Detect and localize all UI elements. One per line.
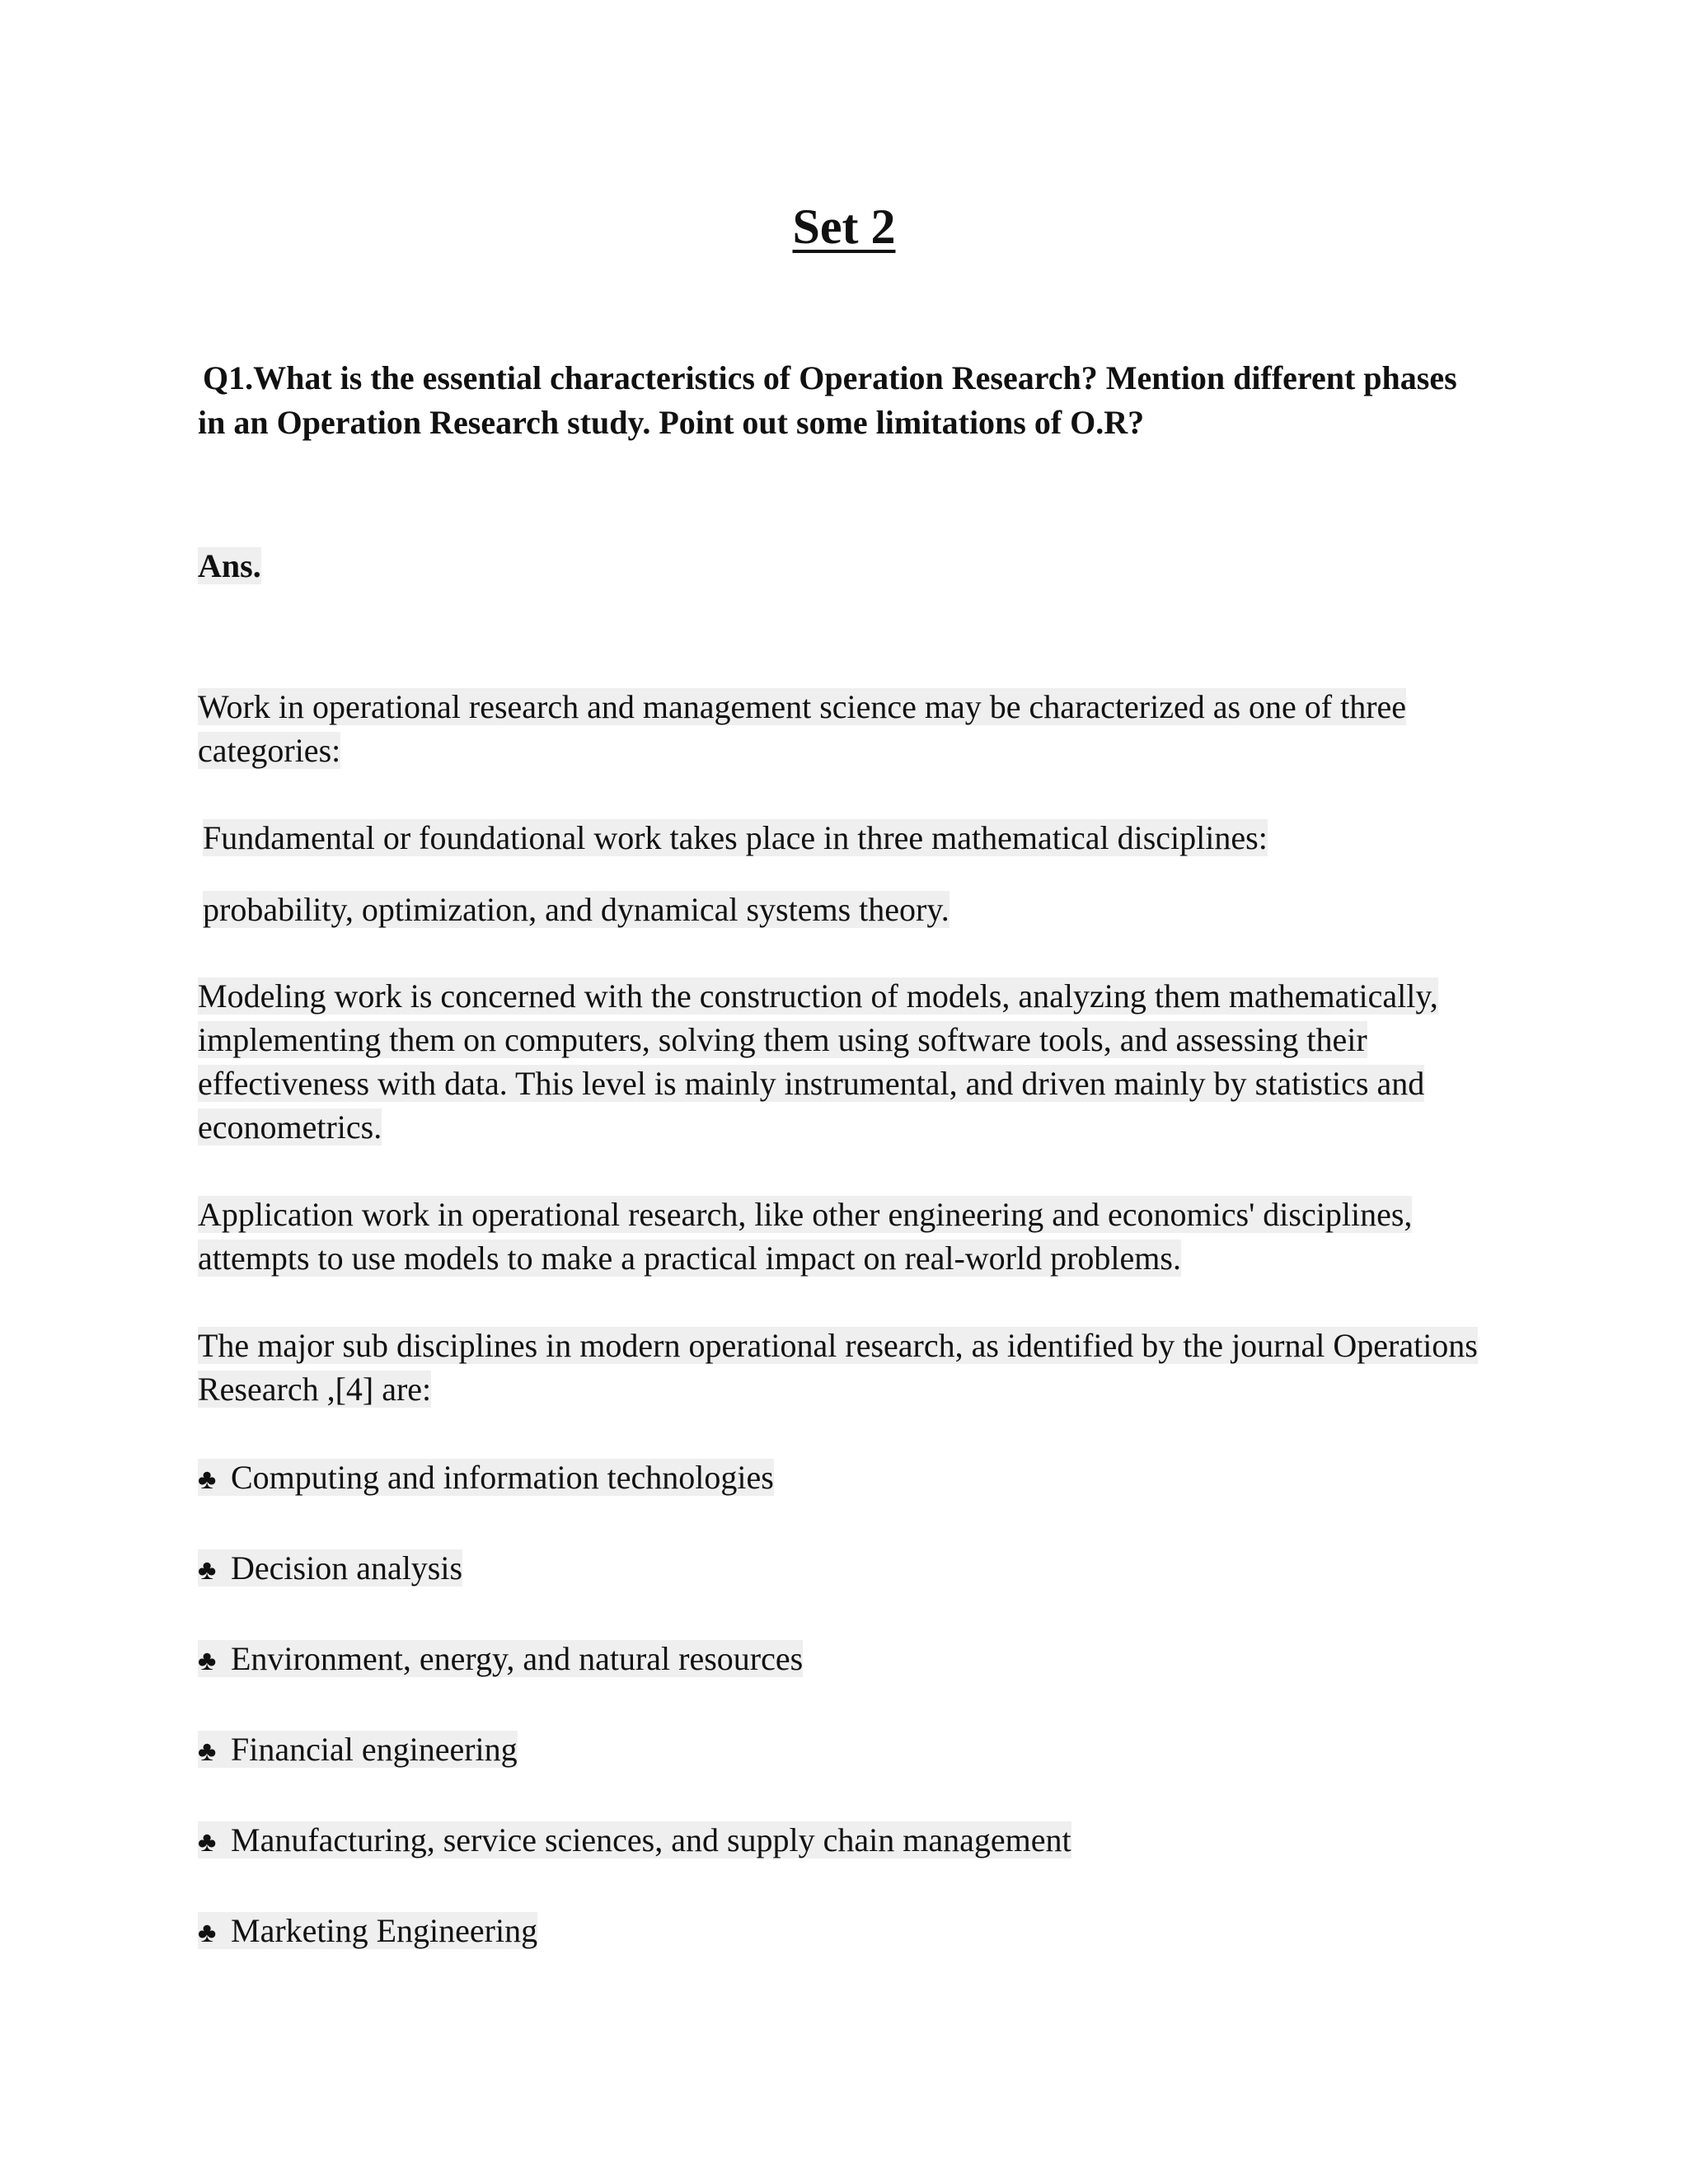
page-title: Set 2 [792,199,896,254]
fundamental-line-2: probability, optimization, and dynamical systems theory. [203,891,950,928]
list-item: ♣ Decision analysis [198,1546,462,1592]
modeling-line-2: implementing them on computers, solving them using software tools, and assessing their [198,1021,1367,1058]
club-bullet-icon: ♣ [198,1646,217,1676]
club-bullet-icon: ♣ [198,1555,217,1586]
club-bullet-icon: ♣ [198,1736,217,1767]
list-item: ♣ Marketing Engineering [198,1909,537,1955]
subdisciplines-line-1: The major sub disciplines in modern operational research, as identified by the journal Operations [198,1327,1478,1364]
list-item: ♣ Computing and information technologies [198,1455,774,1502]
list-item: ♣ Environment, energy, and natural resources [198,1637,803,1683]
club-bullet-icon: ♣ [198,1918,217,1948]
application-line-1: Application work in operational research, like other engineering and economics' disciplines, [198,1196,1413,1233]
application-line-2: attempts to use models to make a practical impact on real-world problems. [198,1240,1181,1277]
intro-paragraph-line-1: Work in operational research and management science may be characterized as one of three [198,688,1407,725]
modeling-line-4: econometrics. [198,1108,382,1146]
list-item: ♣ Manufacturing, service sciences, and supply chain management [198,1818,1071,1864]
club-bullet-icon: ♣ [198,1465,217,1495]
question-line-2: in an Operation Research study. Point out some limitations of O.R? [198,404,1145,441]
answer-label: Ans. [198,547,261,584]
question-line-1: Q1.What is the essential characteristics of Operation Research? Mention different phases [203,359,1457,396]
fundamental-line-1: Fundamental or foundational work takes place in three mathematical disciplines: [203,819,1268,856]
club-bullet-icon: ♣ [198,1827,217,1858]
list-item: ♣ Financial engineering [198,1727,518,1774]
modeling-line-3: effectiveness with data. This level is mainly instrumental, and driven mainly by statistics and [198,1065,1425,1102]
intro-paragraph-line-2: categories: [198,732,341,769]
modeling-line-1: Modeling work is concerned with the construction of models, analyzing them mathematically, [198,977,1438,1015]
subdisciplines-line-2: Research ,[4] are: [198,1371,432,1408]
